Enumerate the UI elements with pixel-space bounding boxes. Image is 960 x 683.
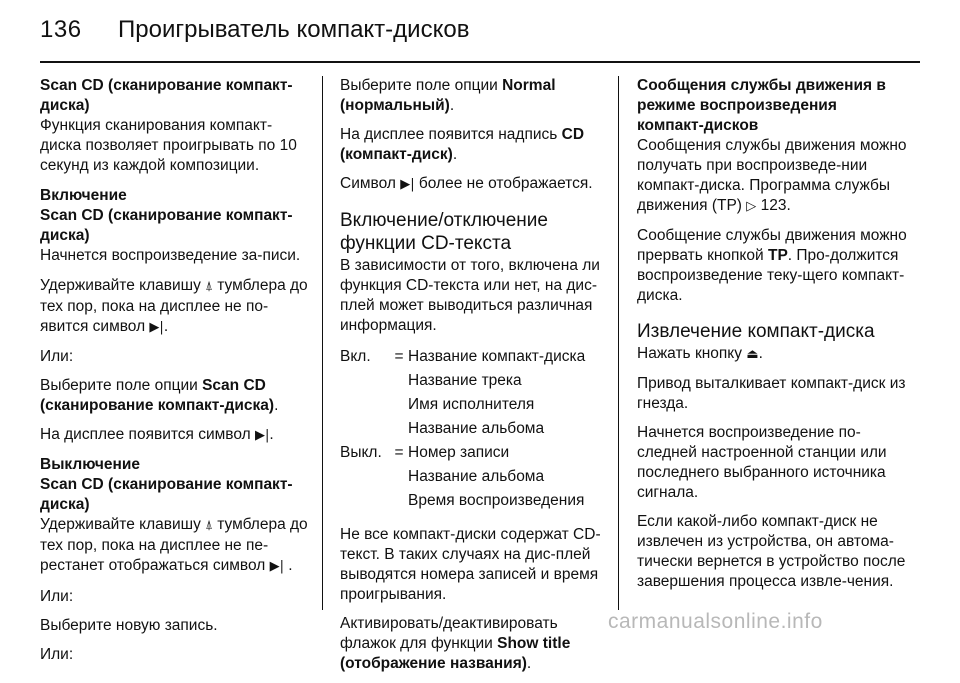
subheading-scan-cd: Scan CD (сканирование компакт-диска)	[40, 476, 293, 513]
table-key	[340, 489, 390, 513]
table-key: Вкл.	[340, 348, 371, 365]
paragraph: В зависимости от того, включена ли функция CD-текста или нет, на дис-плей может выводиться различная информация.	[340, 257, 600, 334]
seek-down-icon: ⍋	[205, 518, 213, 533]
paragraph: Функция сканирования компакт-диска позволяет проигрывать по 10 секунд из каждой композиции.	[40, 117, 297, 174]
table-key	[340, 369, 390, 393]
section-heading-traffic: Сообщения службы движения в режиме воспроизведения компакт-дисков	[637, 77, 886, 134]
page-title: Проигрыватель компакт-дисков	[118, 16, 470, 43]
paragraph: Выберите поле опции Normal (нормальный).	[340, 77, 556, 114]
table-eq	[390, 417, 408, 441]
page-header	[40, 14, 920, 62]
table-eq: =	[394, 444, 404, 461]
scan-symbol-icon: ▶|	[149, 320, 164, 335]
section-heading-eject: Извлечение компакт-диска	[637, 321, 875, 342]
paragraph: Или:	[40, 588, 74, 605]
paragraph: Выберите новую запись.	[40, 617, 218, 634]
scan-symbol-icon: ▶|	[255, 428, 270, 443]
paragraph: Или:	[40, 348, 74, 365]
column-3	[637, 76, 907, 601]
table-key	[340, 465, 390, 489]
page-ref-icon: ▷	[746, 199, 757, 214]
table-value: Имя исполнителя	[408, 396, 535, 413]
paragraph: Начнется воспроизведение за-писи.	[40, 247, 301, 264]
table-row	[340, 393, 606, 417]
scan-symbol-icon: ▶|	[400, 177, 415, 192]
table-row	[340, 465, 606, 489]
table-eq: =	[394, 348, 404, 365]
paragraph: Активировать/деактивировать флажок для функции Show title (отображение названия).	[340, 615, 571, 672]
table-eq	[390, 393, 408, 417]
paragraph: Нажать кнопку ⏏.	[637, 345, 763, 362]
table-eq	[390, 489, 408, 513]
table-value: Название компакт-диска	[408, 348, 586, 365]
paragraph: Если какой-либо компакт-диск не извлечен из устройства, он автома-тически вернется в устройство после завершения процесса извле-чения.	[637, 513, 906, 590]
table-row	[340, 369, 606, 393]
section-enable	[40, 186, 312, 266]
table-key: Выкл.	[340, 444, 382, 461]
table-value: Название альбома	[408, 468, 545, 485]
column-1	[40, 76, 312, 674]
eject-icon: ⏏	[746, 347, 759, 362]
paragraph: Или:	[40, 646, 74, 663]
table-eq	[390, 465, 408, 489]
table-row	[340, 345, 606, 369]
header-rule	[40, 61, 920, 63]
paragraph: Символ ▶| более не отображается.	[340, 175, 593, 192]
table-value: Номер записи	[408, 444, 510, 461]
page-number: 136	[40, 16, 82, 43]
table-eq	[390, 369, 408, 393]
column-2	[340, 76, 606, 683]
cd-text-table	[340, 345, 606, 513]
subheading-scan-cd: Scan CD (сканирование компакт-диска)	[40, 207, 293, 244]
section-disable	[40, 455, 312, 577]
subheading-enable: Включение	[40, 187, 127, 204]
paragraph: Удерживайте клавишу ⍋ тумблера до тех пор, пока на дисплее не пе-рестанет отображаться символ ▶| .	[40, 516, 308, 574]
paragraph: На дисплее появится символ ▶|.	[40, 426, 274, 443]
section-heading: Scan CD (сканирование компакт-диска)	[40, 77, 293, 114]
section-scan-cd	[40, 76, 312, 176]
column-divider	[618, 76, 619, 610]
section-heading-cd-text: Включение/отключение функции CD-текста	[340, 210, 548, 254]
table-row	[340, 489, 606, 513]
table-key	[340, 417, 390, 441]
play-pause-icon: ▶|	[269, 559, 284, 574]
table-value: Время воспроизведения	[408, 492, 585, 509]
paragraph: Сообщения службы движения можно получать при воспроизведе-нии компакт-диска. Программа службы движения (TP) ▷ 123.	[637, 137, 907, 214]
subheading-disable: Выключение	[40, 456, 141, 473]
paragraph: Удерживайте клавишу ⍋ тумблера до тех пор, пока на дисплее не по-явится символ ▶|.	[40, 277, 308, 335]
table-row	[340, 441, 606, 465]
table-value: Название альбома	[408, 420, 545, 437]
table-value: Название трека	[408, 372, 522, 389]
paragraph: На дисплее появится надпись CD (компакт-диск).	[340, 126, 585, 163]
table-key	[340, 393, 390, 417]
paragraph: Начнется воспроизведение по-следней настроенной станции или последнего выбранного источника сигнала.	[637, 424, 887, 501]
seek-down-icon: ⍋	[205, 279, 213, 294]
table-row	[340, 417, 606, 441]
watermark: carmanualsonline.info	[608, 610, 823, 633]
column-divider	[322, 76, 323, 610]
paragraph: Привод выталкивает компакт-диск из гнезда.	[637, 375, 906, 412]
paragraph: Сообщение службы движения можно прервать кнопкой TP. Про-должится воспроизведение теку-щего компакт-диска.	[637, 227, 907, 304]
paragraph: Не все компакт-диски содержат CD-текст. В таких случаях на дис-плей выводятся номера записей и время проигрывания.	[340, 526, 601, 603]
paragraph: Выберите поле опции Scan CD (сканирование компакт-диска).	[40, 377, 279, 414]
